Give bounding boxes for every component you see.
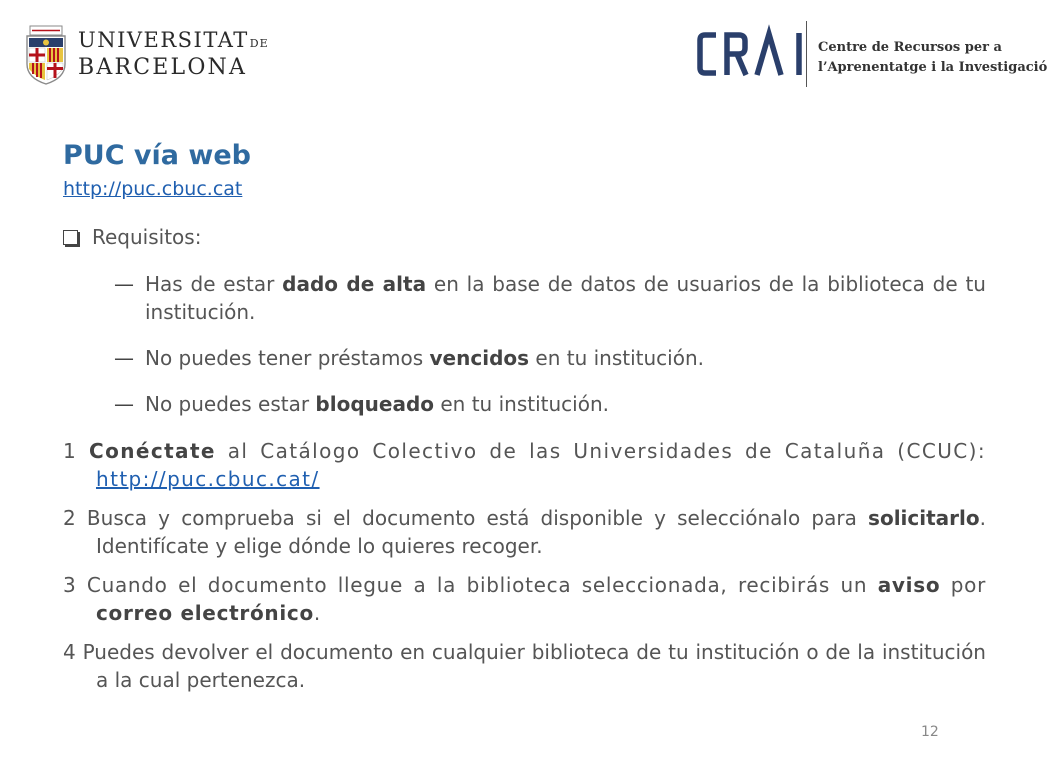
- step-2: 2 Busca y comprueba si el documento está disponible y selecciónalo para solicitarlo. Identifícate y elige dónde lo quieres recoger.: [63, 506, 986, 558]
- ub-shield-icon: [24, 24, 68, 86]
- list-item: — Has de estar dado de alta en la base de datos de usuarios de la biblioteca de tu institución.: [114, 272, 986, 324]
- steps-list: [63, 437, 986, 705]
- dash-bullet-icon: —: [114, 346, 134, 370]
- step-1: 1 Conéctate al Catálogo Colectivo de las Universidades de Cataluña (CCUC): http://puc.cbuc.cat/: [63, 439, 986, 491]
- ub-name-line2: BARCELONA: [78, 55, 248, 80]
- step-4: 4 Puedes devolver el documento en cualquier biblioteca de tu institución o de la institución a la cual pertenezca.: [63, 640, 986, 692]
- requirements-heading: [63, 225, 201, 249]
- puc-link[interactable]: http://puc.cbuc.cat: [63, 178, 243, 200]
- requirements-list: [114, 270, 986, 436]
- requirements-heading-label: Requisitos:: [92, 225, 202, 249]
- ub-logo: [24, 24, 269, 90]
- list-item: — No puedes estar bloqueado en tu institución.: [114, 392, 609, 416]
- crai-name-line2: l’Aprenentatge i la Investigació: [818, 60, 1047, 75]
- crai-name: [818, 38, 1047, 78]
- crai-logo: [697, 30, 809, 78]
- crai-name-line1: Centre de Recursos per a: [818, 40, 1002, 55]
- list-item: — No puedes tener préstamos vencidos en tu institución.: [114, 346, 704, 370]
- checkbox-bullet-icon: [63, 230, 78, 245]
- step-3: 3 Cuando el documento llegue a la biblioteca seleccionada, recibirás un aviso por correo electrónico.: [63, 573, 987, 625]
- dash-bullet-icon: —: [114, 272, 134, 296]
- dash-bullet-icon: —: [114, 392, 134, 416]
- ub-name-de: DE: [249, 37, 269, 50]
- crai-divider: [806, 21, 807, 87]
- ccuc-link[interactable]: http://puc.cbuc.cat/: [96, 467, 320, 491]
- ub-name-line1: UNIVERSITATDE: [78, 28, 269, 52]
- page-number: 12: [921, 724, 939, 740]
- page-title: PUC vía web: [63, 140, 251, 171]
